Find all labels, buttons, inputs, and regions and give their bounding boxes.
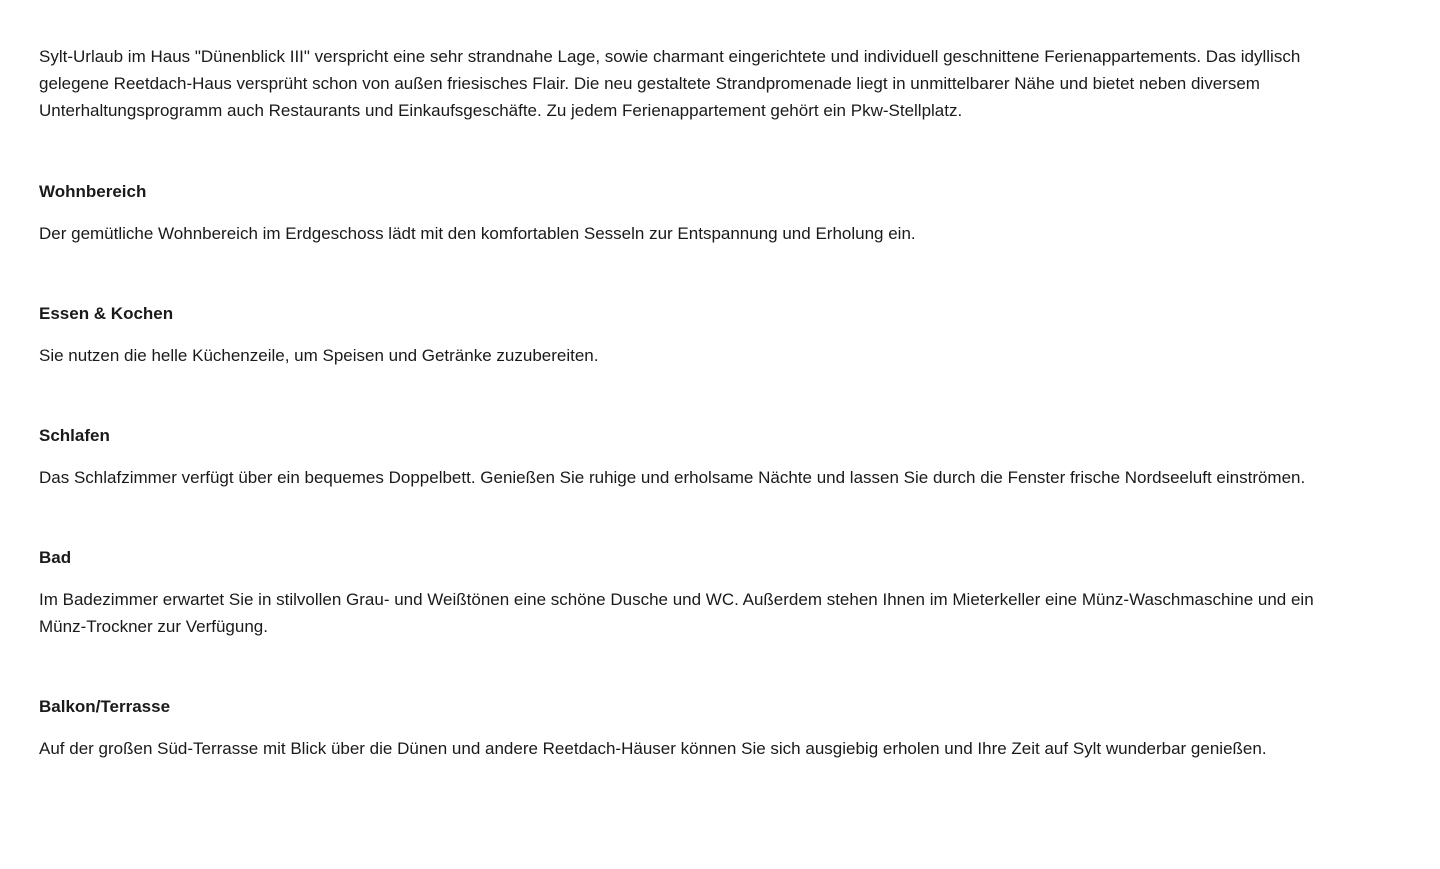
section-bad [39,546,1400,640]
section-title: Essen & Kochen [39,304,174,323]
section-text: Im Badezimmer erwartet Sie in stilvollen Grau- und Weißtönen eine schöne Dusche und WC. Außerdem stehen Ihnen im Mieterkeller eine Münz-Waschmaschine und ein Münz-Trockner zur Verfügung. [39,590,1314,636]
section-wohnbereich [39,180,1400,247]
section-essen-kochen [39,302,1400,369]
section-balkon-terrasse [39,695,1400,762]
section-title: Schlafen [39,426,110,445]
section-schlafen [39,424,1400,491]
section-title: Wohnbereich [39,182,147,201]
section-title: Balkon/Terrasse [39,697,171,716]
section-title: Bad [39,548,72,567]
section-text: Auf der großen Süd-Terrasse mit Blick über die Dünen und andere Reetdach-Häuser können Sie sich ausgiebig erholen und Ihre Zeit auf Sylt wunderbar genießen. [39,739,1267,758]
section-text: Das Schlafzimmer verfügt über ein bequemes Doppelbett. Genießen Sie ruhige und erholsame Nächte und lassen Sie durch die Fenster frische Nordseeluft einströmen. [39,468,1306,487]
intro-paragraph: Sylt-Urlaub im Haus "Dünenblick III" verspricht eine sehr strandnahe Lage, sowie charmant eingerichtete und individuell geschnittene Ferienappartements. Das idyllisch gelegene Reetdach-Haus versprüht schon von außen friesisches Flair. Die neu gestaltete Strandpromenade liegt in unmittelbarer Nähe und bietet neben diversem Unterhaltungsprogramm auch Restaurants und Einkaufsgeschäfte. Zu jedem Ferienappartement gehört ein Pkw-Stellplatz. [39,47,1301,120]
section-text: Der gemütliche Wohnbereich im Erdgeschoss lädt mit den komfortablen Sesseln zur Entspannung und Erholung ein. [39,224,916,243]
section-text: Sie nutzen die helle Küchenzeile, um Speisen und Getränke zuzubereiten. [39,346,599,365]
